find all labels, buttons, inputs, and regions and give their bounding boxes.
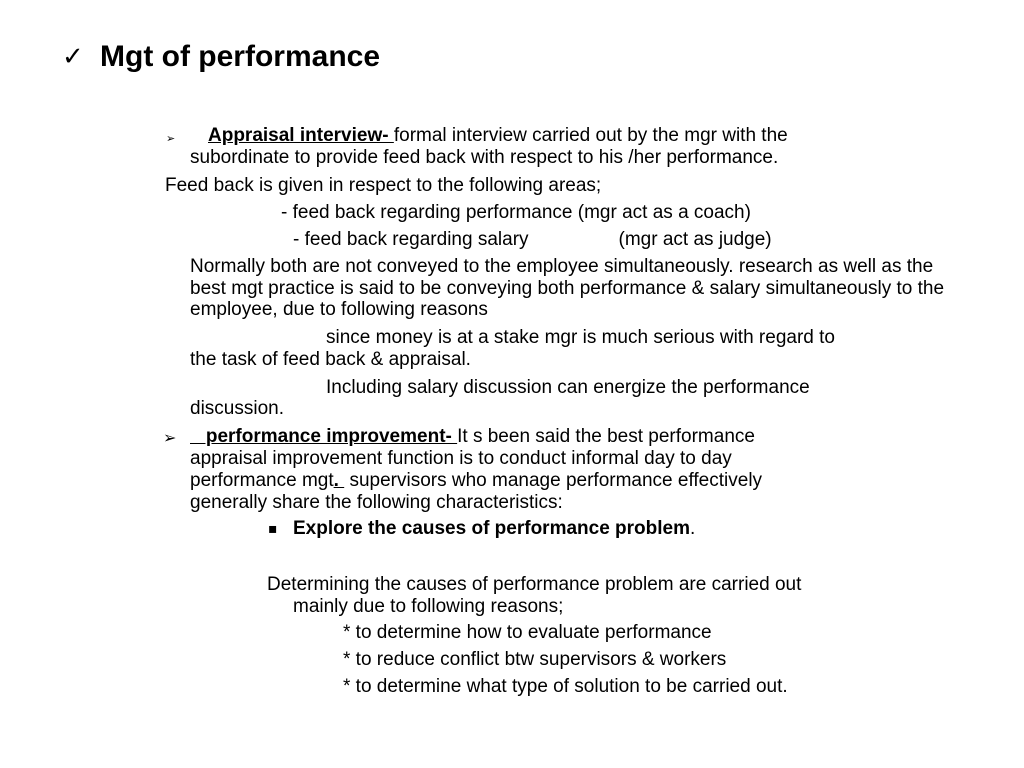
- improvement-text-3a: performance mgt: [190, 470, 334, 491]
- improvement-line-3: [190, 470, 762, 492]
- explore-tail: .: [690, 518, 696, 539]
- reason-1-line-2: the task of feed back & appraisal.: [190, 349, 471, 370]
- explore-heading: Explore the causes of performance problem: [293, 518, 691, 539]
- arrow-bullet-icon: ➢: [163, 428, 177, 447]
- feedback-item-1: - feed back regarding performance (mgr act as a coach): [281, 202, 751, 223]
- square-bullet-icon: ▪: [268, 521, 278, 537]
- improvement-text-3b: supervisors who manage performance effectively: [344, 470, 763, 491]
- reasons-list-item: * to determine what type of solution to be carried out.: [343, 676, 788, 697]
- improvement-mark: .: [333, 470, 345, 491]
- reason-1-line-1: since money is at a stake mgr is much serious with regard to: [326, 327, 835, 348]
- reason-2-line-1: Including salary discussion can energize the performance: [326, 377, 810, 398]
- slide-title: Mgt of performance: [100, 40, 381, 73]
- improvement-text-1: It s been said the best performance: [457, 426, 755, 447]
- explore-line: [293, 518, 695, 540]
- appraisal-line-1: [208, 125, 788, 147]
- appraisal-heading: Appraisal interview-: [208, 125, 394, 146]
- reason-2-line-2: discussion.: [190, 398, 284, 419]
- appraisal-text-2: subordinate to provide feed back with respect to his /her performance.: [190, 147, 779, 168]
- feedback-item-2-role: (mgr act as judge): [618, 229, 772, 250]
- checkmark-icon: ✓: [62, 42, 84, 72]
- normally-paragraph: Normally both are not conveyed to the employee simultaneously. research as well as the best mgt practice is said to be conveying both performance & salary simultaneously to the employee, due to following reasons: [190, 256, 945, 320]
- feedback-intro: Feed back is given in respect to the following areas;: [165, 175, 602, 196]
- improvement-text-4: generally share the following characteristics:: [190, 492, 563, 513]
- arrow-bullet-icon: ➢: [166, 132, 176, 145]
- causes-line-2: mainly due to following reasons;: [293, 596, 564, 617]
- appraisal-text-1: formal interview carried out by the mgr with the: [393, 125, 788, 146]
- improvement-line-1: [190, 426, 755, 448]
- improvement-heading: performance improvement-: [190, 426, 458, 447]
- slide-title-row: [62, 42, 380, 72]
- feedback-item-2-text: - feed back regarding salary: [293, 229, 529, 250]
- reasons-list-item: * to determine how to evaluate performance: [343, 622, 712, 643]
- reasons-list-item: * to reduce conflict btw supervisors & workers: [343, 649, 727, 670]
- feedback-item-2: [293, 229, 772, 251]
- improvement-text-2: appraisal improvement function is to conduct informal day to day: [190, 448, 732, 469]
- causes-line-1: Determining the causes of performance problem are carried out: [267, 574, 802, 595]
